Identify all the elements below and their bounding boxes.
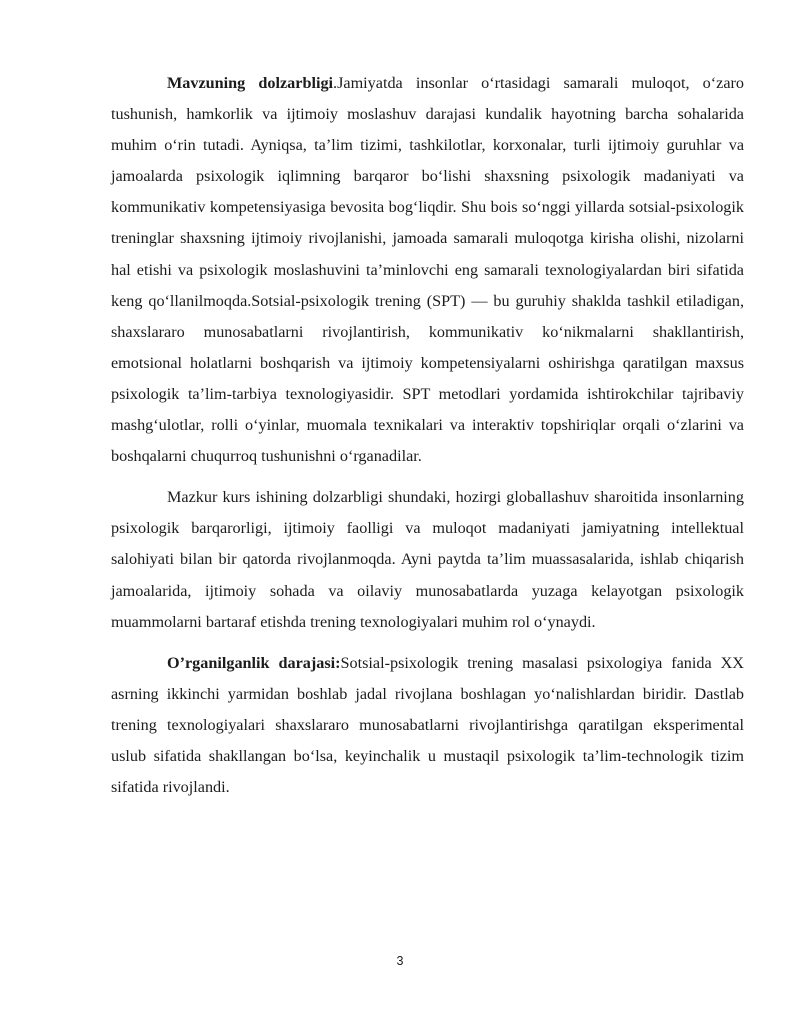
document-body — [111, 68, 744, 803]
paragraph-relevance-text: .Jamiyatda insonlar o‘rtasidagi samarali muloqot, o‘zaro tushunish, hamkorlik va ijtimoiy moslashuv darajasi kundalik hayotning barcha sohalarida muhim o‘rin tutadi. Ayniqsa, ta’lim tizimi, tashkilotlar, korxonalar, turli ijtimoiy guruhlar va jamoalarda psixologik iqlimning barqaror bo‘lishi shaxsning psixologik madaniyati va kommunikativ kompetensiyasiga bevosita bog‘liqdir. Shu bois so‘nggi yillarda sotsial-psixologik treninglar shaxsning ijtimoiy rivojlanishi, jamoada samarali muloqotga kirisha olishi, nizolarni hal etishi va psixologik moslashuvini ta’minlovchi eng samarali texnologiyalardan biri sifatida keng qo‘llanilmoqda.Sotsial-psixologik trening (SPT) — bu guruhiy shaklda tashkil etiladigan, shaxslararo munosabatlarni rivojlantirish, kommunikativ ko‘nikmalarni shakllantirish, emotsional holatlarni boshqarish va ijtimoiy kompetensiyalarni oshirishga qaratilgan maxsus psixologik ta’lim-tarbiya texnologiyasidir. SPT metodlari yordamida ishtirokchilar tajribaviy mashg‘ulotlar, rolli o‘yinlar, muomala texnikalari va interaktiv topshiriqlar orqali o‘zlarini va boshqalarni chuqurroq tushunishni o‘rganadilar. — [111, 74, 744, 466]
paragraph-course-relevance — [111, 482, 744, 637]
paragraph-study-degree — [111, 648, 744, 803]
heading-study-degree: O’rganilganlik darajasi: — [167, 653, 341, 672]
paragraph-relevance — [111, 68, 744, 472]
paragraph-course-relevance-text: Mazkur kurs ishining dolzarbligi shundaki, hozirgi globallashuv sharoitida insonlarning psixologik barqarorligi, ijtimoiy faolligi va muloqot madaniyati jamiyatning intellektual salohiyati bilan bir qatorda rivojlanmoqda. Ayni paytda ta’lim muassasalarida, ishlab chiqarish jamoalarida, ijtimoiy sohada va oilaviy munosabatlarda yuzaga kelayotgan psixologik muammolarni bartaraf etishda trening texnologiyalari muhim rol o‘ynaydi. — [111, 488, 744, 631]
paragraph-study-degree-text: Sotsial-psixologik trening masalasi psixologiya fanida XX asrning ikkinchi yarmidan boshlab jadal rivojlana boshlagan yo‘nalishlardan biridir. Dastlab trening texnologiyalari shaxslararo munosabatlarni rivojlantirishga qaratilgan eksperimental uslub sifatida shakllangan bo‘lsa, keyinchalik u mustaqil psixologik ta’lim-technologik tizim sifatida rivojlandi. — [111, 653, 744, 797]
page-number: 3 — [396, 954, 404, 968]
heading-relevance: Mavzuning dolzarbligi — [167, 74, 334, 92]
